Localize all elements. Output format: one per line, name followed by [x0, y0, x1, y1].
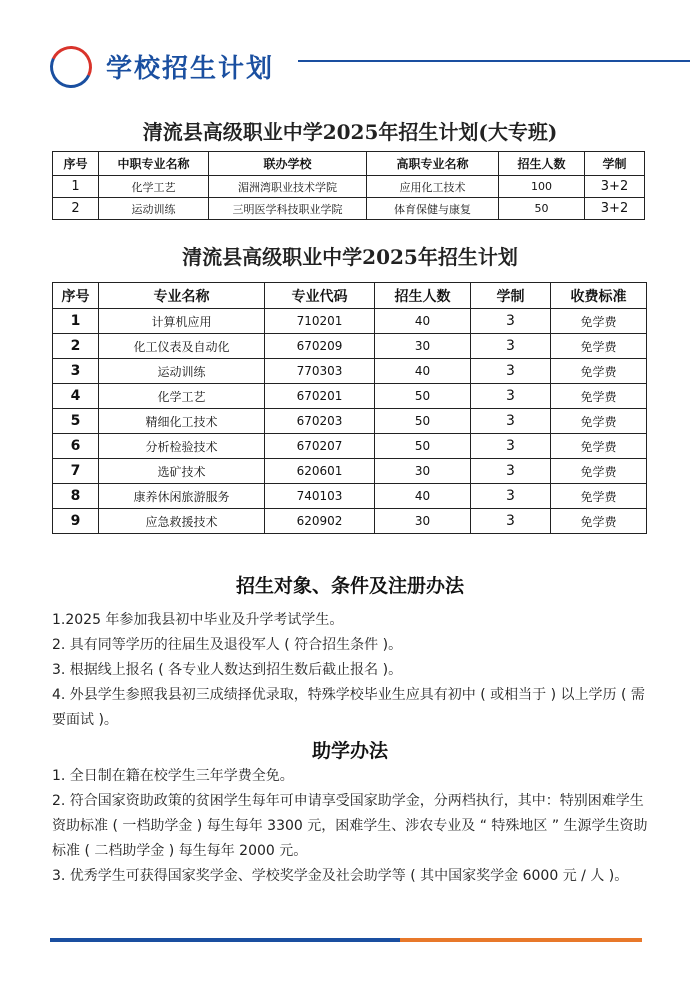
table-cell: 分析检验技术	[99, 434, 265, 459]
table-row	[53, 309, 647, 334]
table-cell: 30	[375, 459, 471, 484]
table-cell: 6	[53, 434, 99, 459]
admission-section-body	[52, 608, 648, 733]
table-cell: 100	[499, 176, 585, 198]
table-row	[53, 484, 647, 509]
aid-item: 3. 优秀学生可获得国家奖学金、学校奖学金及社会助学等 ( 其中国家奖学金 6000 元 / 人 )。	[52, 868, 629, 884]
table-cell: 8	[53, 484, 99, 509]
aid-section-title: 助学办法	[311, 740, 388, 762]
aid-section-body	[52, 764, 648, 889]
table-cell: 670203	[265, 409, 375, 434]
admission-item: 1.2025 年参加我县初中毕业及升学考试学生。	[52, 612, 344, 628]
table-cell: 710201	[265, 309, 375, 334]
column-header: 专业代码	[265, 283, 375, 309]
table-cell: 免学费	[551, 409, 647, 434]
table-cell: 免学费	[551, 484, 647, 509]
admission-item: 2. 具有同等学历的往届生及退役军人 ( 符合招生条件 )。	[52, 637, 403, 653]
table-cell: 免学费	[551, 334, 647, 359]
admission-item: 3. 根据线上报名 ( 各专业人数达到招生数后截止报名 )。	[52, 662, 403, 678]
table-row	[53, 409, 647, 434]
column-header: 学制	[471, 283, 551, 309]
table-cell: 免学费	[551, 359, 647, 384]
table-cell: 应急救援技术	[99, 509, 265, 534]
table-cell: 康养休闲旅游服务	[99, 484, 265, 509]
table1-title: 清流县高级职业中学2025年招生计划(大专班)	[142, 120, 558, 144]
table-cell: 3	[471, 509, 551, 534]
column-header: 序号	[53, 152, 99, 176]
table-cell: 670207	[265, 434, 375, 459]
page-header	[50, 40, 650, 90]
table-cell: 运动训练	[99, 359, 265, 384]
table-cell: 50	[499, 198, 585, 220]
header-divider	[298, 60, 690, 62]
table-cell: 5	[53, 409, 99, 434]
column-header: 中职专业名称	[99, 152, 209, 176]
table-cell: 运动训练	[99, 198, 209, 220]
table-cell: 3	[471, 359, 551, 384]
table-cell: 2	[53, 334, 99, 359]
table-cell: 化学工艺	[99, 176, 209, 198]
table-cell: 免学费	[551, 309, 647, 334]
college-plan-table	[52, 151, 645, 220]
table-cell: 选矿技术	[99, 459, 265, 484]
column-header: 招生人数	[499, 152, 585, 176]
table-cell: 1	[53, 176, 99, 198]
column-header: 学制	[585, 152, 645, 176]
table-cell: 3	[471, 484, 551, 509]
page-title: 学校招生计划	[106, 54, 275, 84]
table-cell: 3+2	[585, 198, 645, 220]
table-cell: 免学费	[551, 459, 647, 484]
table-row	[53, 434, 647, 459]
table-cell: 620601	[265, 459, 375, 484]
enrollment-plan-table	[52, 282, 647, 534]
table-cell: 50	[375, 384, 471, 409]
table-row	[53, 509, 647, 534]
column-header: 序号	[53, 283, 99, 309]
table-cell: 4	[53, 384, 99, 409]
table-cell: 50	[375, 434, 471, 459]
table-row	[53, 359, 647, 384]
table-row	[53, 459, 647, 484]
table-cell: 3	[471, 409, 551, 434]
table-cell: 湄洲湾职业技术学院	[209, 176, 367, 198]
table-cell: 3	[471, 309, 551, 334]
table-cell: 3	[471, 434, 551, 459]
table-cell: 740103	[265, 484, 375, 509]
table-cell: 7	[53, 459, 99, 484]
table-cell: 30	[375, 334, 471, 359]
table-cell: 体育保健与康复	[367, 198, 499, 220]
table-cell: 50	[375, 409, 471, 434]
footer-bar-blue	[50, 938, 400, 942]
table-cell: 应用化工技术	[367, 176, 499, 198]
admission-item: 4. 外县学生参照我县初三成绩择优录取，特殊学校毕业生应具有初中 ( 或相当于 ) 以上学历 ( 需要面试 )。	[52, 687, 645, 728]
table-cell: 30	[375, 509, 471, 534]
table-cell: 670201	[265, 384, 375, 409]
table-cell: 精细化工技术	[99, 409, 265, 434]
table-cell: 3+2	[585, 176, 645, 198]
circle-logo-icon	[44, 40, 98, 94]
table-cell: 3	[53, 359, 99, 384]
table-cell: 670209	[265, 334, 375, 359]
table-cell: 免学费	[551, 384, 647, 409]
table-cell: 2	[53, 198, 99, 220]
aid-item: 2. 符合国家资助政策的贫困学生每年可申请享受国家助学金，分两档执行，其中：特别困难学生资助标准 ( 一档助学金 ) 每生每年 3300 元，困难学生、涉农专业及 “ 特殊地区 ” 生源学生资助标准 ( 二档助学金 ) 每生每年 2000 元。	[52, 793, 648, 859]
table-cell: 40	[375, 484, 471, 509]
aid-item: 1. 全日制在籍在校学生三年学费全免。	[52, 768, 294, 784]
footer-bar-orange	[400, 938, 642, 942]
table-cell: 40	[375, 309, 471, 334]
table-cell: 免学费	[551, 434, 647, 459]
table-cell: 化学工艺	[99, 384, 265, 409]
table2-title: 清流县高级职业中学2025年招生计划	[182, 245, 518, 269]
table-row	[53, 176, 645, 198]
admission-section-title: 招生对象、条件及注册办法	[235, 575, 464, 597]
table-cell: 三明医学科技职业学院	[209, 198, 367, 220]
table-row	[53, 198, 645, 220]
table-cell: 计算机应用	[99, 309, 265, 334]
table-cell: 9	[53, 509, 99, 534]
table-cell: 3	[471, 459, 551, 484]
table-row	[53, 334, 647, 359]
table-cell: 40	[375, 359, 471, 384]
table-cell: 1	[53, 309, 99, 334]
table-cell: 3	[471, 384, 551, 409]
column-header: 收费标准	[551, 283, 647, 309]
table-cell: 620902	[265, 509, 375, 534]
table-row	[53, 384, 647, 409]
column-header: 招生人数	[375, 283, 471, 309]
table-cell: 免学费	[551, 509, 647, 534]
table-cell: 化工仪表及自动化	[99, 334, 265, 359]
column-header: 高职专业名称	[367, 152, 499, 176]
table-cell: 770303	[265, 359, 375, 384]
column-header: 专业名称	[99, 283, 265, 309]
table-cell: 3	[471, 334, 551, 359]
column-header: 联办学校	[209, 152, 367, 176]
